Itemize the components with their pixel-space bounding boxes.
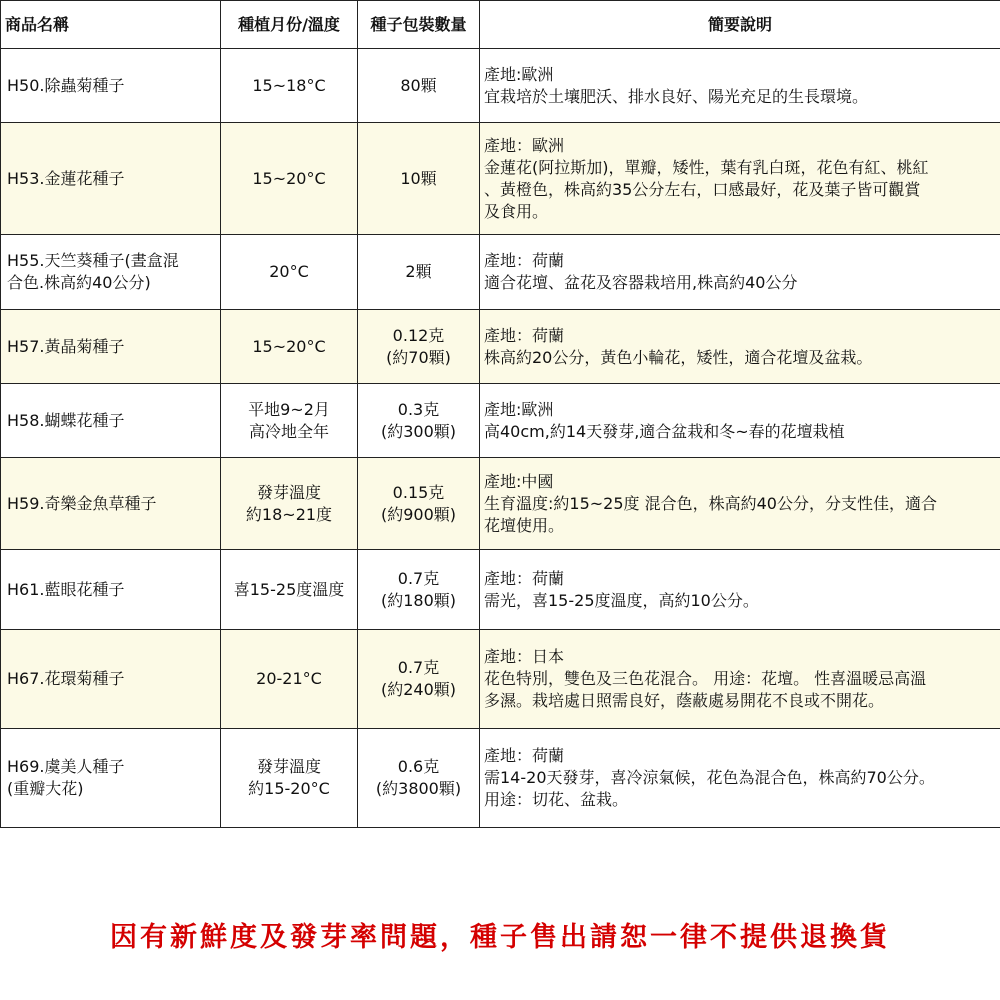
table-row [1, 310, 1000, 384]
planting-month-line: 喜15-25度溫度 [233, 579, 345, 599]
planting-month-line: 發芽溫度 [256, 757, 321, 776]
product-name-line: H53.金蓮花種子 [7, 168, 125, 188]
product-name-cell [1, 235, 221, 310]
product-name-cell [1, 384, 221, 458]
description-cell [480, 550, 1000, 630]
description-line: 產地:中國 [484, 471, 554, 491]
product-name-cell [1, 310, 221, 384]
description-line: 花壇使用。 [484, 515, 565, 535]
package-quantity-line: 0.7克 [397, 568, 440, 588]
planting-month-line: 約18~21度 [245, 504, 333, 524]
planting-month-line: 20°C [269, 262, 309, 281]
product-name-cell [1, 123, 221, 235]
table-row [1, 123, 1000, 235]
description-line: 用途：切花、盆栽。 [484, 790, 629, 809]
planting-month-cell [221, 235, 358, 310]
description-cell [480, 729, 1000, 828]
planting-month-line: 15~18°C [252, 75, 326, 95]
description-line: 及食用。 [484, 201, 549, 221]
description-line: 需14-20天發芽，喜冷涼氣候，花色為混合色，株高約70公分。 [484, 768, 935, 787]
package-quantity-line: 0.7克 [397, 658, 440, 677]
package-quantity-cell [358, 123, 480, 235]
planting-month-line: 平地9~2月 [248, 399, 330, 419]
description-line: 宜栽培於土壤肥沃、排水良好、陽光充足的生長環境。 [484, 86, 869, 106]
planting-month-cell [221, 630, 358, 729]
product-name-line: H50.除蟲菊種子 [7, 75, 125, 95]
package-quantity-line: (約180顆) [380, 590, 457, 610]
description-cell [480, 49, 1000, 123]
planting-month-line: 15~20°C [252, 168, 326, 188]
description-line: 花色特別，雙色及三色花混合。 用途：花壇。 性喜溫暖忌高溫 [484, 669, 927, 688]
planting-month-cell [221, 458, 358, 550]
planting-month-line: 高冷地全年 [248, 421, 329, 441]
header-package-quantity: 種子包裝數量 [358, 1, 480, 49]
package-quantity-line: (約900顆) [380, 504, 457, 524]
planting-month-cell [221, 49, 358, 123]
description-line: 產地：歐洲 [484, 135, 565, 155]
product-name-line: H58.蝴蝶花種子 [7, 410, 125, 430]
planting-month-line: 約15-20°C [248, 779, 330, 798]
description-line: 產地：荷蘭 [484, 325, 565, 345]
table-row [1, 630, 1000, 729]
product-name-line: H61.藍眼花種子 [7, 579, 125, 599]
description-line: 株高約20公分，黃色小輪花，矮性，適合花壇及盆栽。 [484, 347, 873, 367]
package-quantity-line: 0.6克 [397, 757, 440, 776]
description-cell [480, 235, 1000, 310]
package-quantity-line: 2顆 [405, 262, 432, 281]
planting-month-cell [221, 123, 358, 235]
planting-month-cell [221, 550, 358, 630]
product-name-cell [1, 729, 221, 828]
package-quantity-line: 0.3克 [397, 399, 440, 419]
header-product-name: 商品名稱 [1, 1, 221, 49]
product-name-line: H69.虞美人種子 [7, 757, 125, 776]
table-body [1, 49, 1000, 828]
package-quantity-line: 0.12克 [392, 325, 445, 345]
table-row [1, 729, 1000, 828]
description-line: 產地：荷蘭 [484, 251, 565, 270]
product-name-line: H55.天竺葵種子(晝盒混 [7, 251, 179, 270]
package-quantity-line: 0.15克 [392, 482, 445, 502]
no-return-notice: 因有新鮮度及發芽率問題，種子售出請恕一律不提供退換貨 [110, 922, 890, 953]
product-name-line: (重瓣大花) [7, 779, 84, 798]
description-cell [480, 384, 1000, 458]
description-line: 生育溫度:約15~25度 混合色，株高約40公分，分支性佳，適合 [484, 493, 937, 513]
planting-month-line: 15~20°C [252, 336, 326, 356]
planting-month-cell [221, 384, 358, 458]
description-line: 高40cm,約14天發芽,適合盆栽和冬~春的花壇栽植 [484, 421, 845, 441]
table-row [1, 458, 1000, 550]
product-name-line: H59.奇樂金魚草種子 [7, 493, 157, 513]
package-quantity-cell [358, 310, 480, 384]
package-quantity-line: 80顆 [400, 75, 437, 95]
description-line: 產地:歐洲 [484, 399, 554, 419]
package-quantity-cell [358, 384, 480, 458]
description-cell [480, 123, 1000, 235]
product-name-line: H67.花環菊種子 [7, 669, 125, 688]
package-quantity-cell [358, 729, 480, 828]
description-line: 產地:歐洲 [484, 64, 554, 84]
planting-month-cell [221, 729, 358, 828]
header-planting-month: 種植月份/溫度 [221, 1, 358, 49]
table-row [1, 384, 1000, 458]
description-line: 、黃橙色，株高約35公分左右，口感最好，花及葉子皆可觀賞 [484, 179, 921, 199]
product-name-cell [1, 49, 221, 123]
planting-month-line: 20-21°C [256, 669, 322, 688]
description-line: 適合花壇、盆花及容器栽培用,株高約40公分 [484, 273, 798, 292]
package-quantity-cell [358, 458, 480, 550]
package-quantity-line: (約300顆) [380, 421, 457, 441]
product-name-line: H57.黃晶菊種子 [7, 336, 125, 356]
package-quantity-cell [358, 49, 480, 123]
description-cell [480, 458, 1000, 550]
description-line: 需光，喜15-25度溫度，高約10公分。 [484, 590, 759, 610]
package-quantity-cell [358, 550, 480, 630]
table-row [1, 235, 1000, 310]
package-quantity-line: (約240顆) [380, 680, 457, 699]
description-line: 產地：荷蘭 [484, 568, 565, 588]
package-quantity-line: 10顆 [400, 168, 437, 188]
header-description: 簡要說明 [480, 1, 1000, 49]
description-line: 產地：日本 [484, 647, 565, 666]
package-quantity-cell [358, 235, 480, 310]
package-quantity-line: (約3800顆) [375, 779, 462, 798]
product-name-line: 合色.株高約40公分) [7, 273, 151, 292]
planting-month-line: 發芽溫度 [256, 482, 321, 502]
description-line: 產地：荷蘭 [484, 746, 565, 765]
product-name-cell [1, 630, 221, 729]
package-quantity-line: (約70顆) [386, 347, 451, 367]
description-line: 多濕。栽培處日照需良好，蔭蔽處易開花不良或不開花。 [484, 691, 885, 710]
description-cell [480, 310, 1000, 384]
table-row [1, 49, 1000, 123]
table-header-row [1, 1, 1000, 49]
table-row [1, 550, 1000, 630]
planting-month-cell [221, 310, 358, 384]
description-line: 金蓮花(阿拉斯加)，單瓣，矮性，葉有乳白斑，花色有紅、桃紅 [484, 157, 929, 177]
package-quantity-cell [358, 630, 480, 729]
product-name-cell [1, 458, 221, 550]
product-name-cell [1, 550, 221, 630]
description-cell [480, 630, 1000, 729]
